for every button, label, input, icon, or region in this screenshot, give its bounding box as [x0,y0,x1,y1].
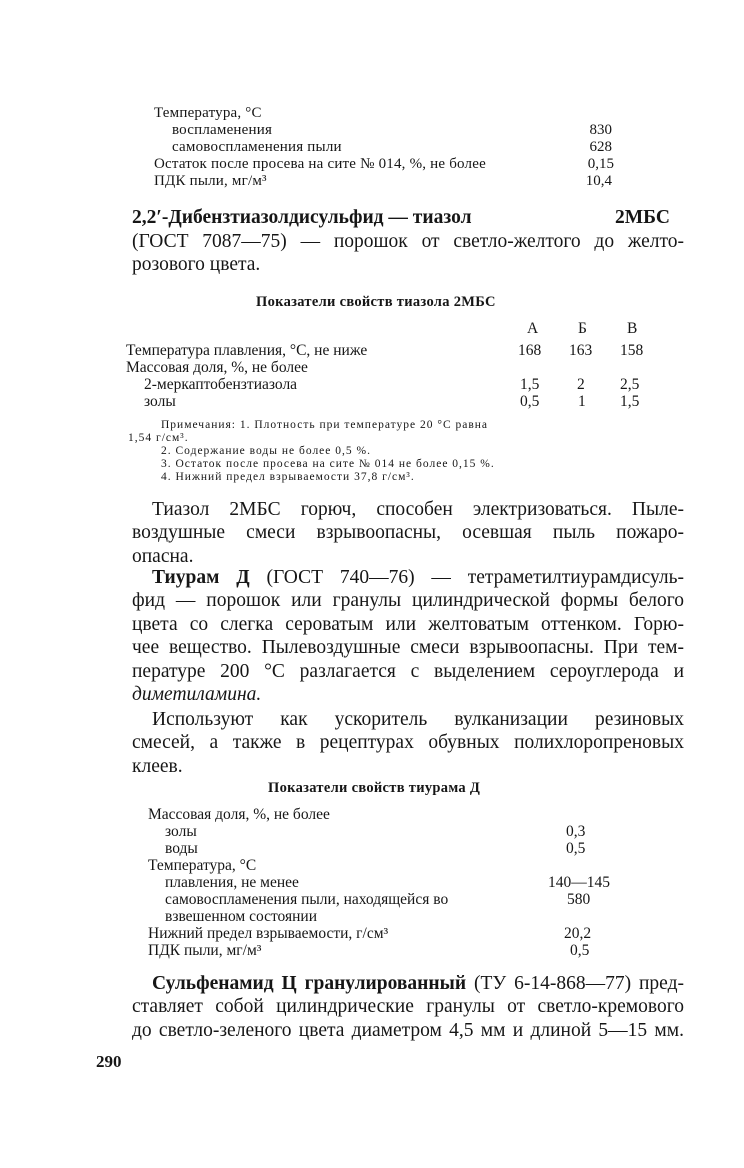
text-line: пературе 200 °С разлагается с выделением сероуглерода и [132,660,684,682]
table-cell: 0,3 [566,823,586,840]
table-row-label: Температура, °С [154,105,262,121]
text-line: цвета со слегка сероватым или желтоватым оттенком. Горю- [132,613,684,635]
paragraph [132,972,684,1042]
text-line: Тиурам Д (ГОСТ 740—76) — тетраметилтиурамдисуль- [152,567,684,588]
text-line: чее вещество. Пылевоздушные смеси взрывоопасны. При тем- [132,637,684,659]
text-line: (ГОСТ 7087—75) — порошок от светло-желтого до желто- [132,231,684,252]
column-header: А [527,320,539,337]
table-cell: 1,5 [520,376,540,393]
table-cell: 0,5 [566,840,586,857]
table-cell: 0,5 [570,942,590,959]
table-row-value: 830 [589,122,612,138]
table-cell: 1,5 [620,393,640,410]
section-heading: 2,2′-Дибензтиазолдисульфид — тиазол [132,207,472,228]
table-note: 3. Остаток после просева на сите № 014 не более 0,15 %. [161,458,495,470]
table-row-label: золы [144,393,176,410]
table-row-label: Температура плавления, °С, не ниже [126,342,368,359]
table-cell: 580 [567,891,591,908]
table-row-label: плавления, не менее [165,874,299,891]
table-row-label: 2-меркаптобензтиазола [144,376,298,393]
paragraph [132,708,684,778]
table-row-label: воды [165,840,198,857]
text-line: Тиазол 2МБС горюч, способен электризоваться. Пыле- [152,499,684,520]
table-cell: 2 [577,376,585,393]
table-cell: 0,5 [520,393,540,410]
table-row-label: Остаток после просева на сите № 014, %, не более [154,156,486,172]
table-cell: 1 [578,393,586,410]
table-row-value: 628 [589,139,612,155]
table-note: Примечания: 1. Плотность при температуре 20 °С равна [161,419,489,431]
table-note: 4. Нижний предел взрываемости 37,8 г/см³. [161,471,415,483]
text-line: диметиламина. [132,683,262,705]
table-row-value: 10,4 [585,173,612,189]
text-line: ставляет собой цилиндрические гранулы от светло-кремового [132,996,684,1018]
table-caption: Показатели свойств тиазола 2МБС [256,294,496,310]
text-line: воздушные смеси взрывоопасны, осевшая пыль пожаро- [132,522,684,544]
table-row-label: золы [165,823,197,840]
table-cell: 20,2 [564,925,592,942]
table-row-label: ПДК пыли, мг/м³ [154,173,267,189]
text-line: смесей, а также в рецептурах обувных полихлоропреновых [132,732,684,754]
table-row-label: взвешенном состоянии [165,908,318,925]
section-code: 2МБС [615,207,670,228]
text-line: до светло-зеленого цвета диаметром 4,5 мм и длиной 5—15 мм. [132,1019,684,1041]
text-line: розового цвета. [132,254,261,276]
table-note: 2. Содержание воды не более 0,5 %. [161,445,371,457]
section-description [132,230,684,277]
text-line: Используют как ускоритель вулканизации резиновых [152,709,684,730]
table-row-label: воспламенения [172,122,273,138]
paragraph [132,498,684,568]
text-line: фид — порошок или гранулы цилиндрической формы белого [132,590,684,612]
table-note: 1,54 г/см³. [128,432,189,444]
table-row-label: Массовая доля, %, не более [126,359,308,376]
table-row-value: 0,15 [587,156,614,172]
table-cell: 2,5 [620,376,640,393]
table-cell: 168 [518,342,542,359]
page-number: 290 [96,1052,122,1071]
table-cell: 163 [569,342,593,359]
table-row-label: Температура, °С [148,857,257,874]
table-cell: 140—145 [548,874,610,891]
table-caption: Показатели свойств тиурама Д [268,780,481,796]
text-line: опасна. [132,545,194,567]
paragraph [132,566,684,706]
text-line: клеев. [132,755,183,777]
table-cell: 158 [620,342,644,359]
table-row-label: Нижний предел взрываемости, г/см³ [148,925,389,942]
table-row-label: самовоспламенения пыли, находящейся во [165,891,449,908]
table-row-label: самовоспламенения пыли [172,139,342,155]
table-row-label: Массовая доля, %, не более [148,806,330,823]
text-line: Сульфенамид Ц гранулированный (ТУ 6-14-868—77) пред- [152,973,684,994]
table-row-label: ПДК пыли, мг/м³ [148,942,262,959]
column-header: В [627,320,638,337]
column-header: Б [578,320,587,337]
